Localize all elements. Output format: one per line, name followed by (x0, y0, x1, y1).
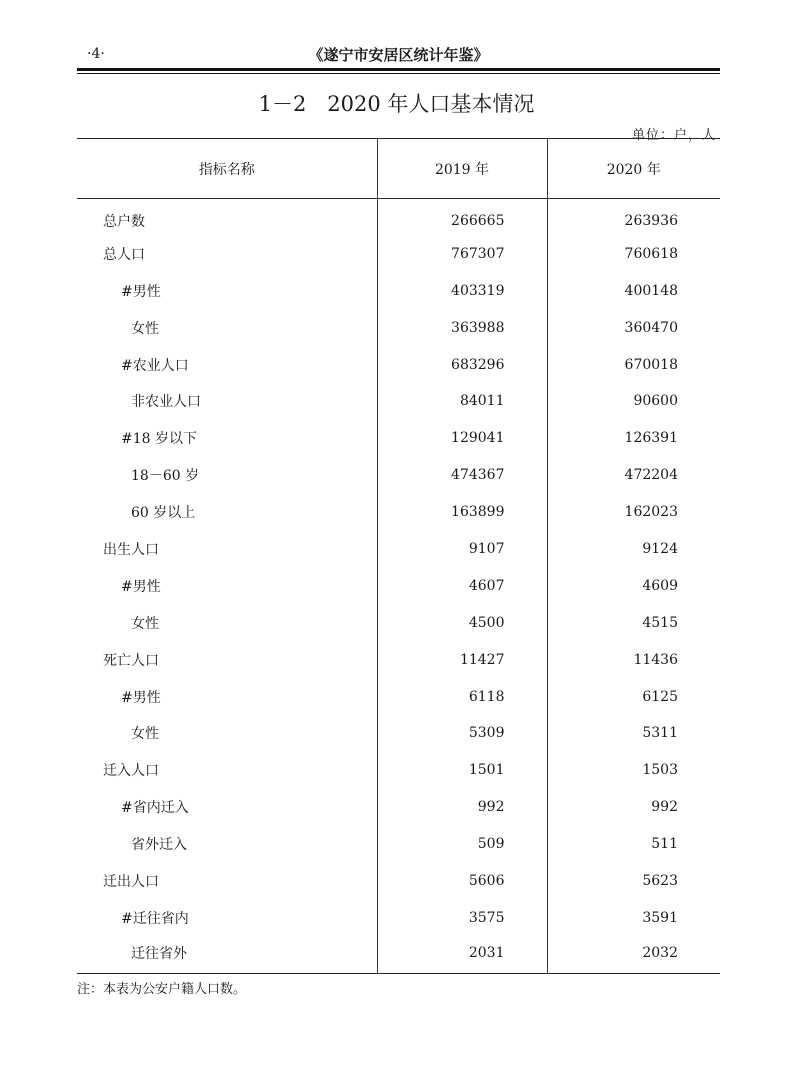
column-header-2020: 2020 年 (547, 139, 720, 199)
row-indicator-name: 迁出人口 (103, 873, 159, 890)
table-header-row (77, 139, 720, 199)
value-2020: 511 (547, 826, 720, 863)
value-2020: 6125 (547, 678, 720, 715)
table-row (77, 272, 720, 309)
table-title: 1－2 2020 年人口基本情况 (258, 92, 535, 116)
row-indicator-name: 总人口 (103, 246, 145, 263)
running-header (77, 42, 720, 68)
row-indicator-name: #男性 (121, 578, 161, 595)
table-row (77, 457, 720, 494)
value-2019: 474367 (377, 457, 547, 494)
value-2019: 4607 (377, 567, 547, 604)
row-indicator-name: 非农业人口 (131, 394, 201, 411)
value-2020: 11436 (547, 641, 720, 678)
table-body (77, 199, 720, 974)
value-2020: 400148 (547, 272, 720, 309)
column-header-2019: 2019 年 (377, 139, 547, 199)
table-row (77, 346, 720, 383)
row-indicator-name: 省外迁入 (131, 837, 187, 854)
table-row (77, 826, 720, 863)
row-indicator-name: 死亡人口 (103, 652, 159, 669)
value-2019: 3575 (377, 899, 547, 936)
table-row (77, 789, 720, 826)
value-2020: 90600 (547, 383, 720, 420)
value-2019: 5606 (377, 863, 547, 900)
value-2020: 4609 (547, 567, 720, 604)
table-row (77, 494, 720, 531)
value-2020: 760618 (547, 235, 720, 272)
table-row (77, 678, 720, 715)
column-header-indicator: 指标名称 (77, 139, 377, 199)
value-2020: 5623 (547, 863, 720, 900)
row-indicator-name: 18－60 岁 (131, 468, 200, 485)
table-row (77, 420, 720, 457)
row-indicator-name: #男性 (121, 689, 161, 706)
value-2020: 5311 (547, 715, 720, 752)
population-table-container (77, 138, 720, 974)
row-indicator-name: 女性 (131, 615, 159, 632)
value-2019: 6118 (377, 678, 547, 715)
value-2020: 992 (547, 789, 720, 826)
table-row (77, 899, 720, 936)
table-row (77, 199, 720, 236)
value-2019: 5309 (377, 715, 547, 752)
table-row (77, 235, 720, 272)
book-title: 《遂宁市安居区统计年鉴》 (308, 46, 489, 64)
value-2020: 472204 (547, 457, 720, 494)
population-table (77, 138, 720, 974)
value-2020: 2032 (547, 936, 720, 973)
value-2019: 9107 (377, 531, 547, 568)
value-2019: 4500 (377, 604, 547, 641)
table-row (77, 383, 720, 420)
value-2019: 403319 (377, 272, 547, 309)
value-2020: 4515 (547, 604, 720, 641)
table-row (77, 715, 720, 752)
row-indicator-name: #18 岁以下 (121, 431, 197, 448)
value-2019: 163899 (377, 494, 547, 531)
row-indicator-name: 女性 (131, 320, 159, 337)
value-2019: 2031 (377, 936, 547, 973)
table-row (77, 936, 720, 973)
row-indicator-name: 女性 (131, 726, 159, 743)
table-row (77, 567, 720, 604)
footnote: 注：本表为公安户籍人口数。 (77, 982, 247, 997)
header-rule-thick (77, 68, 720, 71)
value-2020: 9124 (547, 531, 720, 568)
table-row (77, 604, 720, 641)
row-indicator-name: 出生人口 (103, 541, 159, 558)
table-row (77, 309, 720, 346)
value-2020: 263936 (547, 199, 720, 236)
row-indicator-name: #省内迁入 (121, 800, 189, 817)
value-2019: 11427 (377, 641, 547, 678)
table-row (77, 863, 720, 900)
page-number: ·4· (87, 46, 105, 62)
row-indicator-name: #农业人口 (121, 357, 189, 374)
value-2020: 1503 (547, 752, 720, 789)
value-2019: 509 (377, 826, 547, 863)
row-indicator-name: 迁入人口 (103, 763, 159, 780)
unit-label: 单位：户，人 (631, 128, 716, 143)
value-2020: 360470 (547, 309, 720, 346)
value-2020: 3591 (547, 899, 720, 936)
table-row (77, 531, 720, 568)
row-indicator-name: #迁往省内 (121, 910, 189, 927)
value-2019: 84011 (377, 383, 547, 420)
value-2019: 1501 (377, 752, 547, 789)
value-2020: 670018 (547, 346, 720, 383)
row-indicator-name: 总户数 (103, 214, 145, 231)
value-2019: 266665 (377, 199, 547, 236)
value-2019: 683296 (377, 346, 547, 383)
value-2020: 162023 (547, 494, 720, 531)
table-row (77, 641, 720, 678)
value-2019: 363988 (377, 309, 547, 346)
value-2020: 126391 (547, 420, 720, 457)
value-2019: 767307 (377, 235, 547, 272)
row-indicator-name: #男性 (121, 283, 161, 300)
header-rule-thin (77, 73, 720, 74)
row-indicator-name: 迁往省外 (77, 936, 377, 973)
value-2019: 129041 (377, 420, 547, 457)
row-indicator-name: 60 岁以上 (131, 505, 196, 522)
table-row (77, 752, 720, 789)
value-2019: 992 (377, 789, 547, 826)
